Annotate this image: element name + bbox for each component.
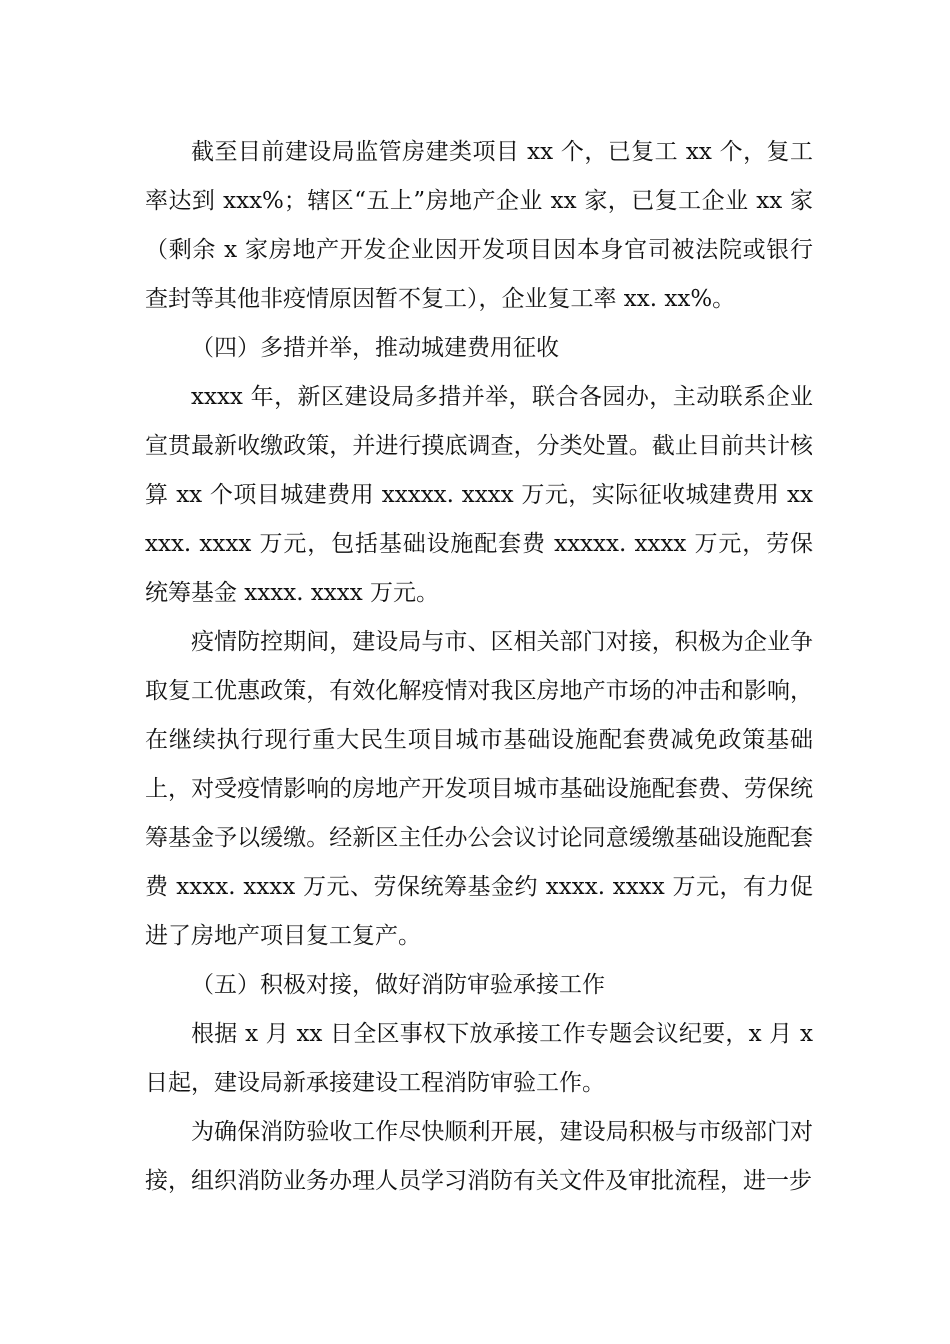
paragraph-fee-collection: xxxx 年，新区建设局多措并举，联合各园办，主动联系企业宣贯最新收缴政策，并进行摸底调查，分类处置。截止目前共计核算 xx 个项目城建费用 xxxxx. xxxx 万元，实际征收城建费用 xxxxx. xxxx 万元，包括基础设施配套费 xxxxx. xxxx 万元，劳保统筹基金 xxxx. xxxx 万元。 <box>145 384 813 606</box>
section-heading-5: （五）积极对接，做好消防审验承接工作 <box>191 972 605 998</box>
paragraph-fire-acceptance: 为确保消防验收工作尽快顺利开展，建设局积极与市级部门对接，组织消防业务办理人员学习消防有关文件及审批流程，进一步 <box>145 1119 813 1194</box>
document-body <box>145 128 813 1206</box>
paragraph-epidemic-policy: 疫情防控期间，建设局与市、区相关部门对接，积极为企业争取复工优惠政策，有效化解疫情对我区房地产市场的冲击和影响，在继续执行现行重大民生项目城市基础设施配套费减免政策基础上，对受疫情影响的房地产开发项目城市基础设施配套费、劳保统筹基金予以缓缴。经新区主任办公会议讨论同意缓缴基础设施配套费 xxxx. xxxx 万元、劳保统筹基金约 xxxx. xxxx 万元，有力促进了房地产项目复工复产。 <box>145 629 813 949</box>
paragraph-construction-resumption: 截至目前建设局监管房建类项目 xx 个，已复工 xx 个，复工率达到 xxx%；辖区“五上”房地产企业 xx 家，已复工企业 xx 家（剩余 x 家房地产开发企业因开发项目因本身官司被法院或银行查封等其他非疫情原因暂不复工），企业复工率 xx. xx%。 <box>145 139 813 312</box>
paragraph-fire-review-takeover: 根据 x 月 xx 日全区事权下放承接工作专题会议纪要，x 月 x 日起，建设局新承接建设工程消防审验工作。 <box>145 1021 813 1096</box>
section-heading-4: （四）多措并举，推动城建费用征收 <box>191 335 559 361</box>
